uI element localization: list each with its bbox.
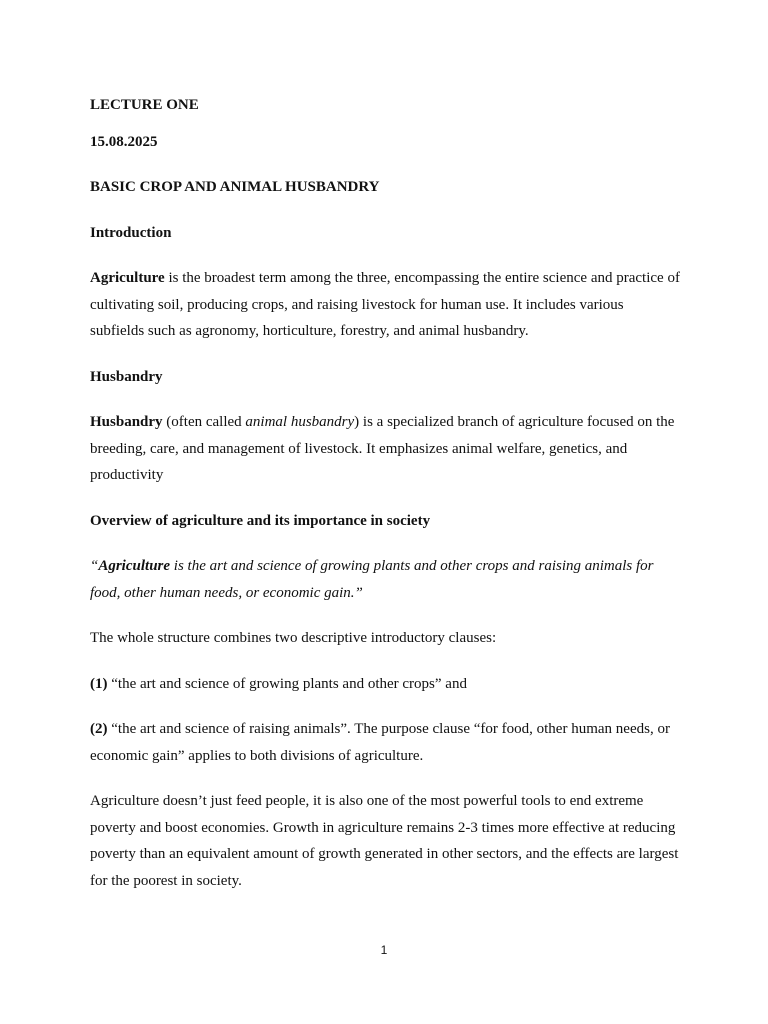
- husbandry-paragraph: [90, 409, 680, 489]
- clause-one-paragraph: [90, 671, 680, 698]
- husbandry-text-before: (often called: [162, 414, 246, 430]
- quote-term: Agriculture: [98, 558, 171, 574]
- poverty-paragraph: Agriculture doesn’t just feed people, it is also one of the most powerful tools to end extreme poverty and boost economies. Growth in agriculture remains 2-3 times more effective at reducing poverty than an equivalent amount of growth generated in other sectors, and the effects are largest for the poorest in society.: [90, 793, 679, 889]
- husbandry-italic-term: animal husbandry: [245, 414, 355, 430]
- husbandry-heading: Husbandry: [90, 368, 163, 385]
- clause-two-paragraph: [90, 716, 680, 769]
- agriculture-term: Agriculture: [90, 270, 165, 286]
- quote-text: is the art and science of growing plants and other crops and raising animals for food, other human needs, or economic gain.”: [90, 558, 654, 601]
- clause-one-number: (1): [90, 675, 108, 692]
- introduction-heading: Introduction: [90, 224, 172, 241]
- clause-two-text: “the art and science of raising animals”. The purpose clause “for food, other human needs, or economic gain” applies to both divisions of agriculture.: [90, 721, 670, 764]
- husbandry-text-after: ) is a specialized branch of agriculture focused on the breeding, care, and management of livestock. It emphasizes animal welfare, genetics, and productivity: [90, 414, 675, 483]
- course-title: BASIC CROP AND ANIMAL HUSBANDRY: [90, 179, 380, 195]
- clause-one-text: “the art and science of growing plants and other crops” and: [107, 675, 467, 692]
- introduction-paragraph: [90, 265, 680, 345]
- page-number: 1: [380, 943, 388, 957]
- husbandry-term: Husbandry: [90, 414, 163, 430]
- introduction-text: is the broadest term among the three, encompassing the entire science and practice of cultivating soil, producing crops, and raising livestock for human use. It includes various subfields such as agronomy, horticulture, forestry, and animal husbandry.: [90, 270, 680, 339]
- document-page: [90, 92, 680, 913]
- lecture-date: 15.08.2025: [90, 133, 158, 150]
- clause-two-number: (2): [90, 721, 108, 737]
- overview-heading: Overview of agriculture and its importance in society: [90, 512, 431, 529]
- structure-paragraph: The whole structure combines two descriptive introductory clauses:: [90, 630, 497, 646]
- agriculture-definition-quote: [90, 553, 680, 606]
- lecture-label: LECTURE ONE: [90, 97, 199, 113]
- quote-open: “: [90, 558, 99, 574]
